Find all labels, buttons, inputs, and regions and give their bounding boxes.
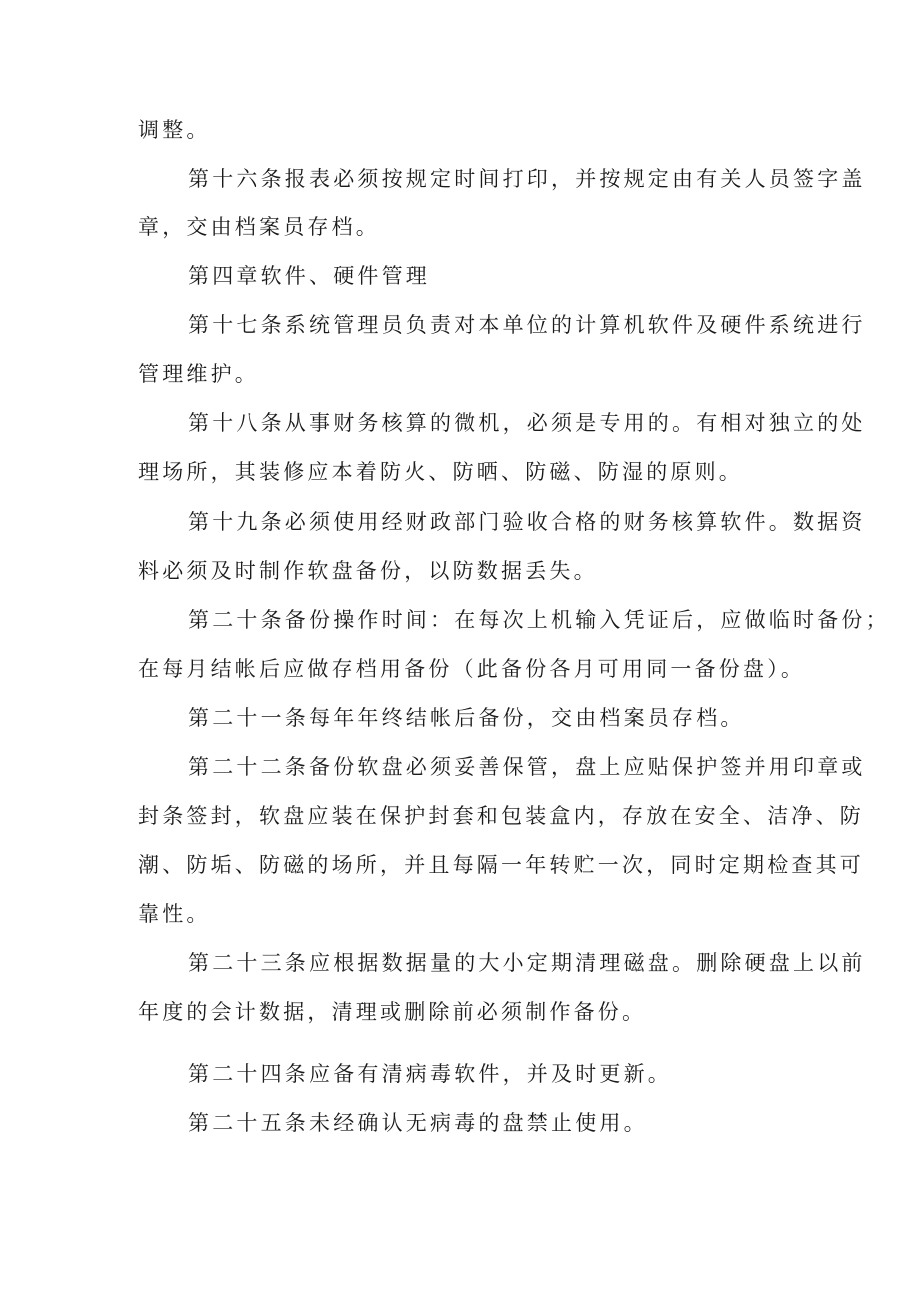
text-line: 理场所，其装修应本着防火、防晒、防磁、防湿的原则。: [138, 460, 743, 484]
chapter-4-heading: 第四章软件、硬件管理: [188, 264, 430, 288]
article-24-text: 第二十四条应备有清病毒软件，并及时更新。: [188, 1062, 672, 1086]
article-17-text: 第十七条系统管理员负责对本单位的计算机软件及硬件系统进行: [188, 313, 866, 337]
text-line: 封条签封，软盘应装在保护封套和包装盒内，存放在安全、洁净、防: [138, 804, 864, 828]
article-22-text: 第二十二条备份软盘必须妥善保管，盘上应贴保护签并用印章或: [188, 755, 866, 779]
text-line: 在每月结帐后应做存档用备份（此备份各月可用同一备份盘）。: [138, 657, 806, 681]
text-line: 年度的会计数据，清理或删除前必须制作备份。: [138, 1000, 647, 1024]
text-line: 调整。: [138, 118, 211, 142]
text-line: 潮、防垢、防磁的场所，并且每隔一年转贮一次，同时定期检查其可: [138, 853, 864, 877]
text-line: 管理维护。: [138, 362, 259, 386]
text-line: 章，交由档案员存档。: [138, 215, 380, 239]
article-25-text: 第二十五条未经确认无病毒的盘禁止使用。: [188, 1111, 648, 1135]
article-16-text: 第十六条报表必须按规定时间打印，并按规定由有关人员签字盖: [188, 167, 866, 191]
article-18-text: 第十八条从事财务核算的微机，必须是专用的。有相对独立的处: [188, 411, 866, 435]
article-23-text: 第二十三条应根据数据量的大小定期清理磁盘。删除硬盘上以前: [188, 951, 866, 975]
article-19-text: 第十九条必须使用经财政部门验收合格的财务核算软件。数据资: [188, 510, 866, 534]
text-line: 料必须及时制作软盘备份，以防数据丢失。: [138, 559, 598, 583]
article-20-text: 第二十条备份操作时间：在每次上机输入凭证后，应做临时备份；: [188, 608, 890, 632]
text-line: 靠性。: [138, 902, 211, 926]
article-21-text: 第二十一条每年年终结帐后备份，交由档案员存档。: [188, 706, 745, 730]
